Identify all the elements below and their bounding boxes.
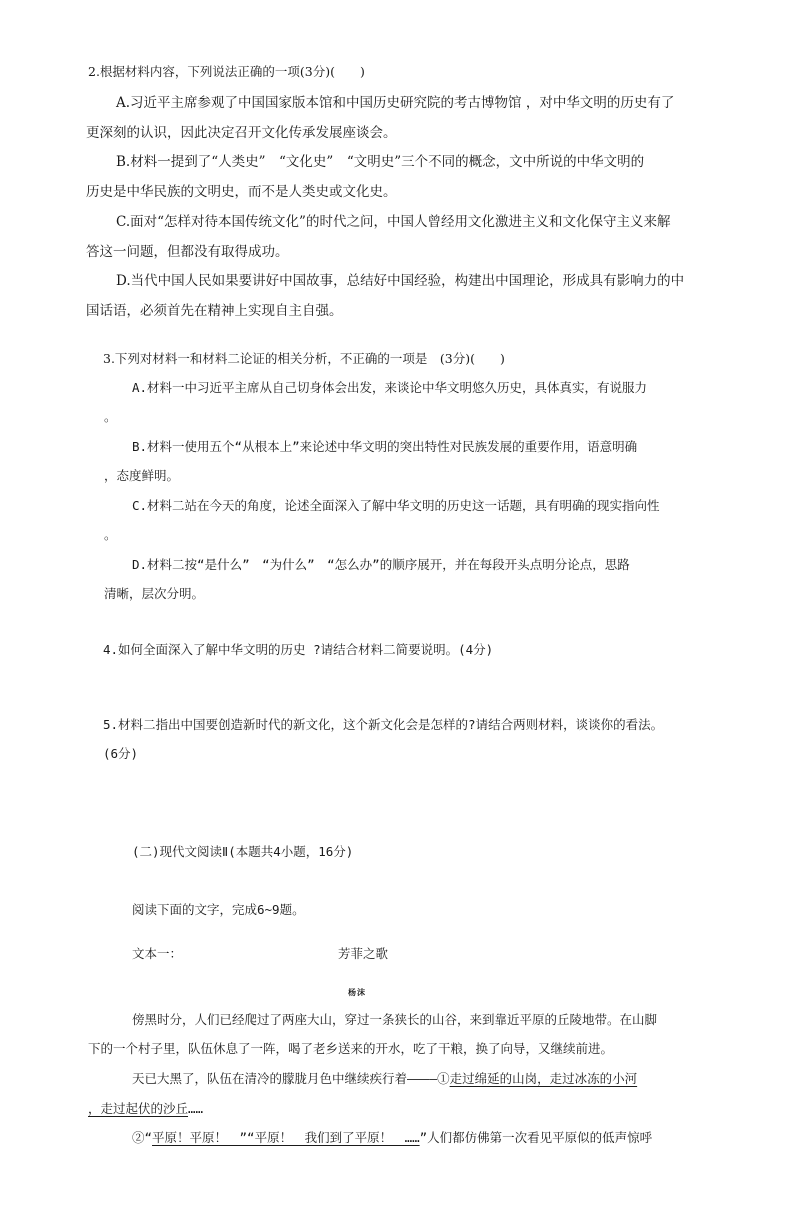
q2-option-a-line1: A.习近平主席参观了中国国家版本馆和中国历史研究院的考古博物馆 ，对中华文明的历史有了 [116,95,675,111]
q5-line1: 5.材料二指出中国要创造新时代的新文化，这个新文化会是怎样的?请结合两则材料，谈谈你的看法。 [103,717,664,732]
q3-option-d-line1: D.材料二按“是什么” “为什么” “怎么办”的顺序展开，并在每段开头点明分论点，思路 [132,557,630,572]
underlined-phrase-2: 平原！平原！ ”“平原！ 我们到了平原！ …… [152,1130,420,1145]
q3-option-d-line2: 清晰，层次分明。 [104,586,205,601]
q3-stem: 3.下列对材料一和材料二论证的相关分析，不正确的一项是 (3分)( ) [103,351,505,366]
paragraph-3-line1 [132,1129,652,1147]
paragraph-3-lead: ②“ [132,1130,153,1145]
q2-option-a-line2: 更深刻的认识，因此决定召开文化传承发展座谈会。 [86,125,397,141]
q3-option-c-line1: C.材料二站在今天的角度，论述全面深入了解中华文明的历史这一话题，具有明确的现实指向性 [132,498,660,513]
underlined-phrase-1-cont: ，走过起伏的沙丘 [88,1101,189,1116]
q3-option-b-line1: B.材料一使用五个“从根本上”来论述中华文明的突出特性对民族发展的重要作用，语意明确 [132,439,638,454]
q5-line2: (6分) [103,746,139,761]
q3-option-a-line2: 。 [104,409,117,424]
paragraph-1-line2: 下的一个村子里，队伍休息了一阵，喝了老乡送来的开水，吃了干粮，换了向导，又继续前进。 [88,1041,614,1056]
q3-option-a-line1: A.材料一中习近平主席从自己切身体会出发，来谈论中华文明悠久历史，具体真实，有说服力 [132,380,648,395]
q3-option-b-line2: ，态度鲜明。 [104,468,180,483]
text-label: 文本一： [132,946,183,961]
paragraph-2-ellipsis: …… [188,1101,204,1116]
story-title: 芳菲之歌 [338,946,389,961]
q2-option-c-line1: C.面对“怎样对待本国传统文化”的时代之问，中国人曾经用文化激进主义和文化保守主义来解 [116,214,671,230]
paragraph-2-line1 [132,1070,637,1088]
paragraph-1-line1: 傍黑时分，人们已经爬过了两座大山，穿过一条狭长的山谷，来到靠近平原的丘陵地带。在山脚 [132,1012,658,1027]
section-heading: (二)现代文阅读Ⅱ(本题共4小题，16分) [132,844,354,859]
reading-instruction: 阅读下面的文字，完成6~9题。 [132,902,305,917]
q3-option-c-line2: 。 [104,527,117,542]
q2-option-d-line2: 国话语，必须首先在精神上实现自主自强。 [86,303,343,319]
q2-option-c-line2: 答这一问题，但都没有取得成功。 [86,244,289,260]
paragraph-2-lead: 天已大黑了，队伍在清冷的朦胧月色中继续疾行着————① [132,1071,450,1086]
q2-option-b-line1: B.材料一提到了“人类史” “文化史” “文明史”三个不同的概念，文中所说的中华文明的 [116,154,645,170]
underlined-phrase-1: 走过绵延的山岗，走过冰冻的小河 [449,1071,638,1086]
q2-stem: 2.根据材料内容，下列说法正确的一项(3分)( ) [88,64,365,79]
question-4: 4.如何全面深入了解中华文明的历史 ?请结合材料二简要说明。(4分) [103,642,494,657]
paragraph-2-line2 [88,1100,203,1118]
q2-option-d-line1: D.当代中国人民如果要讲好中国故事，总结好中国经验，构建出中国理论，形成具有影响力的中 [116,273,685,289]
paragraph-3-tail: ”人们都仿佛第一次看见平原似的低声惊呼 [419,1130,653,1145]
q2-option-b-line2: 历史是中华民族的文明史，而不是人类史或文化史。 [86,184,397,200]
story-author: 杨沫 [348,987,366,997]
